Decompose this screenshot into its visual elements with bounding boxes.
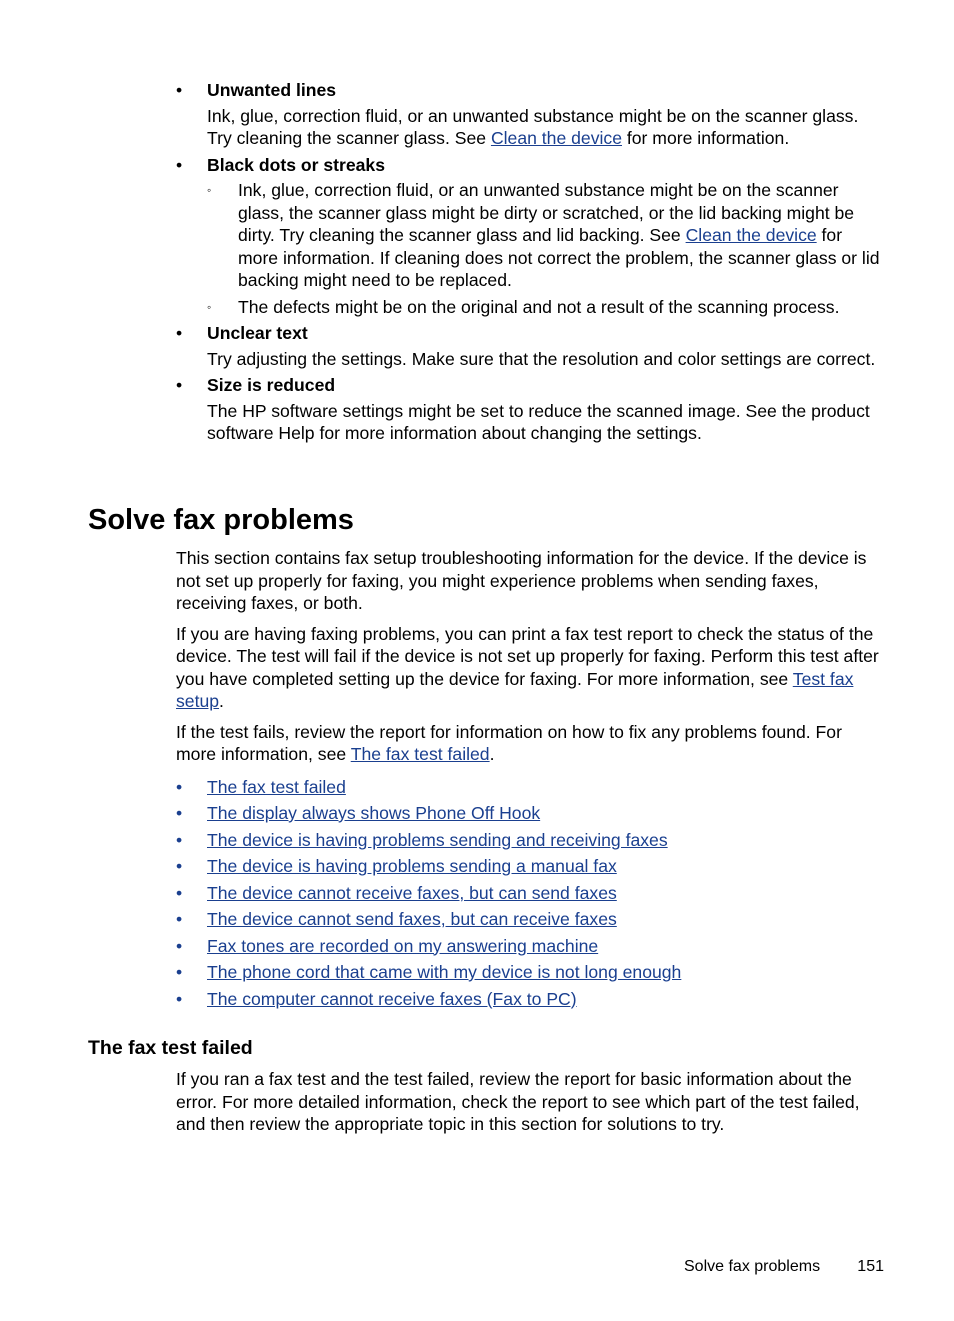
topic-link[interactable]: The device cannot send faxes, but can receive faxes	[207, 909, 617, 929]
intro-paragraph: This section contains fax setup troubleshooting information for the device. If the device is not set up properly for faxing, you might experience problems when sending faxes, receiving faxes, or both.	[176, 548, 867, 613]
bullet-icon: •	[176, 882, 183, 903]
bullet-icon: •	[176, 154, 183, 175]
bullet-icon: •	[176, 988, 183, 1009]
subsection-title: The fax test failed	[88, 1037, 253, 1059]
sub-bullet: ◦ Ink, glue, correction fluid, or an unwanted substance might be on the scanner glass, the scanner glass might be dirty or scratched, or the lid backing might be dirty. Try cleaning the scanner glass and lid backing. See Clean the device for more information. If cleaning does not correct the problem, the scanner glass or lid backing might need to be replaced.	[207, 180, 880, 290]
sub-bullet: ◦ The defects might be on the original and not a result of the scanning process.	[207, 296, 840, 317]
clean-device-link[interactable]: Clean the device	[490, 128, 622, 148]
list-item	[176, 988, 884, 1015]
list-item	[176, 776, 884, 803]
bullet-black-dots	[176, 154, 884, 319]
list-item	[176, 802, 884, 829]
bullet-icon: •	[176, 829, 183, 850]
bullet-heading: Unwanted lines	[207, 80, 337, 100]
bullet-icon: •	[176, 80, 183, 100]
test-report-paragraph: If you are having faxing problems, you can print a fax test report to check the status of the device. The test will fail if the device is not set up properly for faxing. Perform this test after you have completed setting up the device for faxing. For more information, see Test fax setup.	[176, 623, 879, 711]
list-item	[176, 908, 884, 935]
topic-link[interactable]: The display always shows Phone Off Hook	[207, 803, 541, 823]
bullet-icon: •	[176, 323, 183, 343]
bullet-icon: •	[176, 803, 183, 823]
bullet-heading: Size is reduced	[207, 375, 336, 395]
section-title: Solve fax problems	[88, 504, 354, 536]
fax-test-failed-link[interactable]: The fax test failed	[350, 744, 490, 764]
bullet-icon: •	[176, 935, 183, 956]
topic-link[interactable]: The phone cord that came with my device is not long enough	[207, 962, 682, 982]
bullet-size-reduced	[176, 374, 884, 445]
circle-bullet-icon: ◦	[207, 183, 212, 197]
test-fax-setup-link[interactable]: Test fax setup	[176, 668, 854, 711]
section-body	[176, 547, 884, 1014]
topic-link-list	[176, 776, 884, 1015]
footer-section-name: Solve fax problems	[684, 1258, 821, 1275]
list-item	[176, 829, 884, 856]
bullet-icon: •	[176, 856, 183, 876]
topic-link[interactable]: The computer cannot receive faxes (Fax to PC)	[207, 988, 577, 1009]
topic-link[interactable]: The fax test failed	[207, 776, 346, 797]
subsection-paragraph: If you ran a fax test and the test failed, review the report for basic information about the error. For more detailed information, check the report to see which part of the test failed, and then review the appropriate topic in this section for solutions to try.	[176, 1069, 860, 1134]
topic-link[interactable]: The device cannot receive faxes, but can send faxes	[207, 882, 617, 903]
circle-bullet-icon: ◦	[207, 299, 212, 314]
bullet-icon: •	[176, 776, 183, 797]
bullet-text: Ink, glue, correction fluid, or an unwanted substance might be on the scanner glass. Try cleaning the scanner glass. See Clean the device for more information.	[207, 105, 859, 148]
test-fails-paragraph: If the test fails, review the report for information on how to fix any problems found. For more information, see The fax test failed.	[176, 721, 842, 764]
topic-link[interactable]: The device is having problems sending a manual fax	[207, 856, 617, 876]
bullet-icon: •	[176, 909, 183, 929]
bullet-icon: •	[176, 375, 183, 395]
topic-link[interactable]: The device is having problems sending and receiving faxes	[207, 829, 668, 850]
list-item	[176, 882, 884, 909]
subsection-body	[176, 1068, 884, 1136]
bullet-icon: •	[176, 962, 183, 982]
bullet-heading: Black dots or streaks	[207, 154, 385, 175]
scan-quality-bullets	[176, 79, 884, 449]
bullet-text: The HP software settings might be set to reduce the scanned image. See the product software Help for more information about changing the settings.	[207, 400, 870, 443]
bullet-text: Try adjusting the settings. Make sure that the resolution and color settings are correct.	[207, 348, 876, 369]
list-item	[176, 855, 884, 882]
bullet-unwanted-lines	[176, 79, 884, 150]
topic-link[interactable]: Fax tones are recorded on my answering machine	[207, 935, 599, 956]
list-item	[176, 961, 884, 988]
bullet-unclear-text	[176, 322, 884, 370]
page-number: 151	[857, 1258, 884, 1275]
list-item	[176, 935, 884, 962]
clean-device-link[interactable]: Clean the device	[685, 225, 817, 245]
bullet-heading: Unclear text	[207, 323, 308, 343]
